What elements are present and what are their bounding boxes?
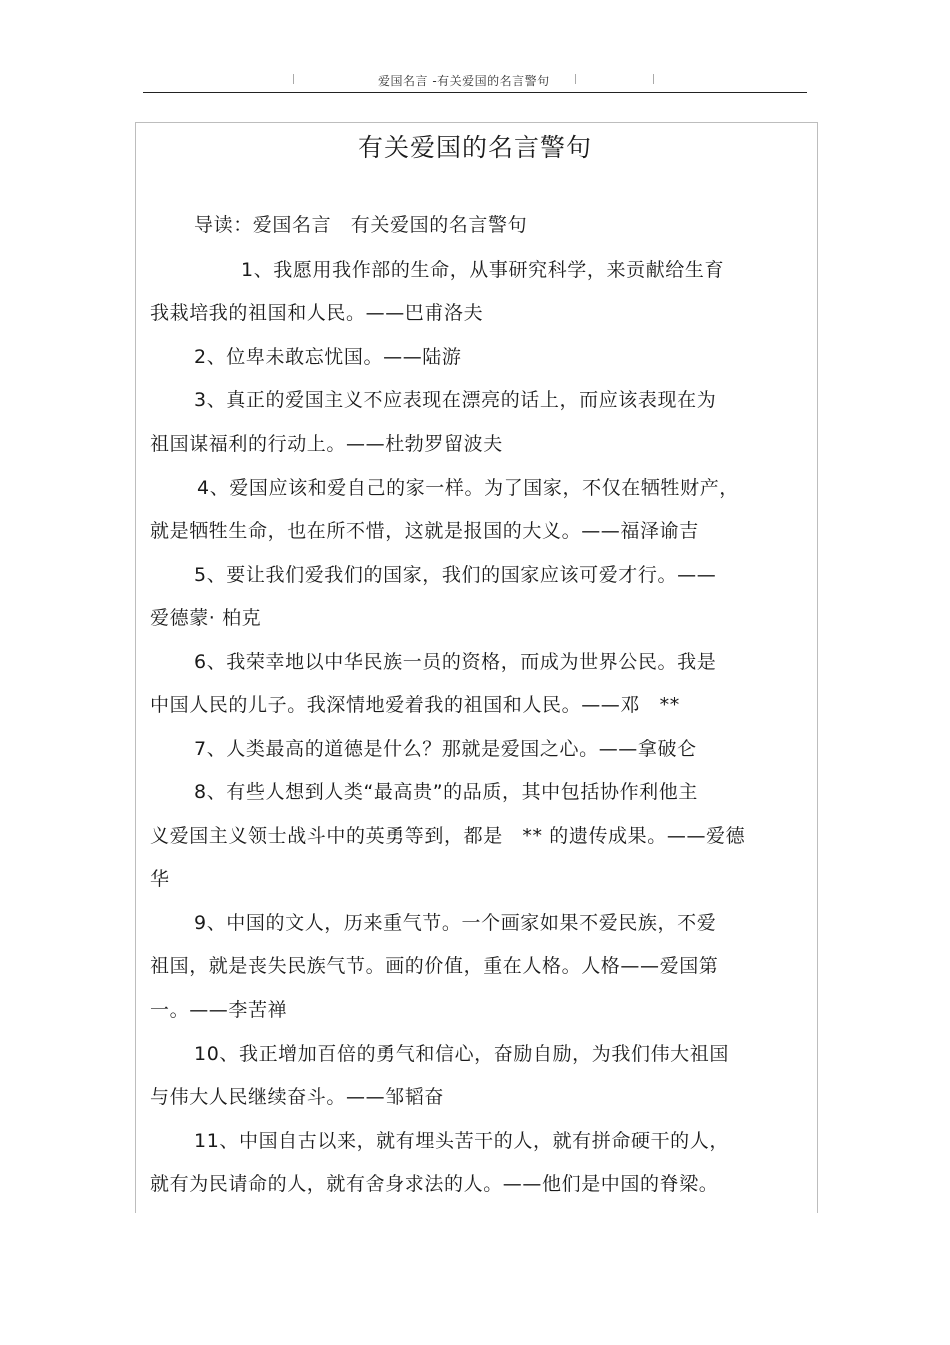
header-tick-mark [575,74,576,84]
running-header-title: 爱国名言 -有关爱国的名言警句 [378,74,550,88]
quote-line: 就是牺牲生命，也在所不惜，这就是报国的大义。——福泽谕吉 [150,520,699,542]
quote-line: 与伟大人民继续奋斗。——邹韬奋 [150,1086,445,1108]
quote-line: 5、要让我们爱我们的国家，我们的国家应该可爱才行。—— [194,564,717,586]
header-tick-mark [653,74,654,84]
intro-line: 导读：爱国名言 有关爱国的名言警句 [194,214,528,236]
quote-line: 7、人类最高的道德是什么？那就是爱国之心。——拿破仑 [194,738,697,760]
quote-line: 11、中国自古以来，就有埋头苦干的人，就有拼命硬干的人， [194,1130,729,1152]
quote-line: 中国人民的儿子。我深情地爱着我的祖国和人民。——邓 ** [150,694,680,716]
quote-line: 10、我正增加百倍的勇气和信心，奋励自励，为我们伟大祖国 [194,1043,729,1065]
quote-line: 3、真正的爱国主义不应表现在漂亮的话上，而应该表现在为 [194,389,717,411]
quote-line: 2、位卑未敢忘忧国。——陆游 [194,346,462,368]
quote-line: 祖国，就是丧失民族气节。画的价值，重在人格。人格——爱国第 [150,955,719,977]
quote-line: 华 [150,868,170,890]
quote-line: 9、中国的文人，历来重气节。一个画家如果不爱民族，不爱 [194,912,717,934]
quote-line: 我栽培我的祖国和人民。——巴甫洛夫 [150,302,484,324]
quote-line: 8、有些人想到人类“最高贵”的品质，其中包括协作利他主 [194,781,698,803]
running-header [143,68,807,93]
quote-line: 祖国谋福利的行动上。——杜勃罗留波夫 [150,433,503,455]
quote-line: 1、我愿用我作部的生命，从事研究科学，来贡献给生育 [241,259,725,281]
quote-line: 爱德蒙· 柏克 [150,607,262,629]
quote-line: 4、爱国应该和爱自己的家一样。为了国家，不仅在牺牲财产， [197,477,739,499]
document-title: 有关爱国的名言警句 [357,133,592,162]
quote-line: 一。——李苦禅 [150,999,288,1021]
header-tick-mark [293,74,294,84]
quote-line: 就有为民请命的人，就有舍身求法的人。——他们是中国的脊梁。 [150,1173,719,1195]
quote-line: 6、我荣幸地以中华民族一员的资格，而成为世界公民。我是 [194,651,717,673]
quote-line: 义爱国主义领士战斗中的英勇等到，都是 ** 的遗传成果。——爱德 [150,825,746,847]
